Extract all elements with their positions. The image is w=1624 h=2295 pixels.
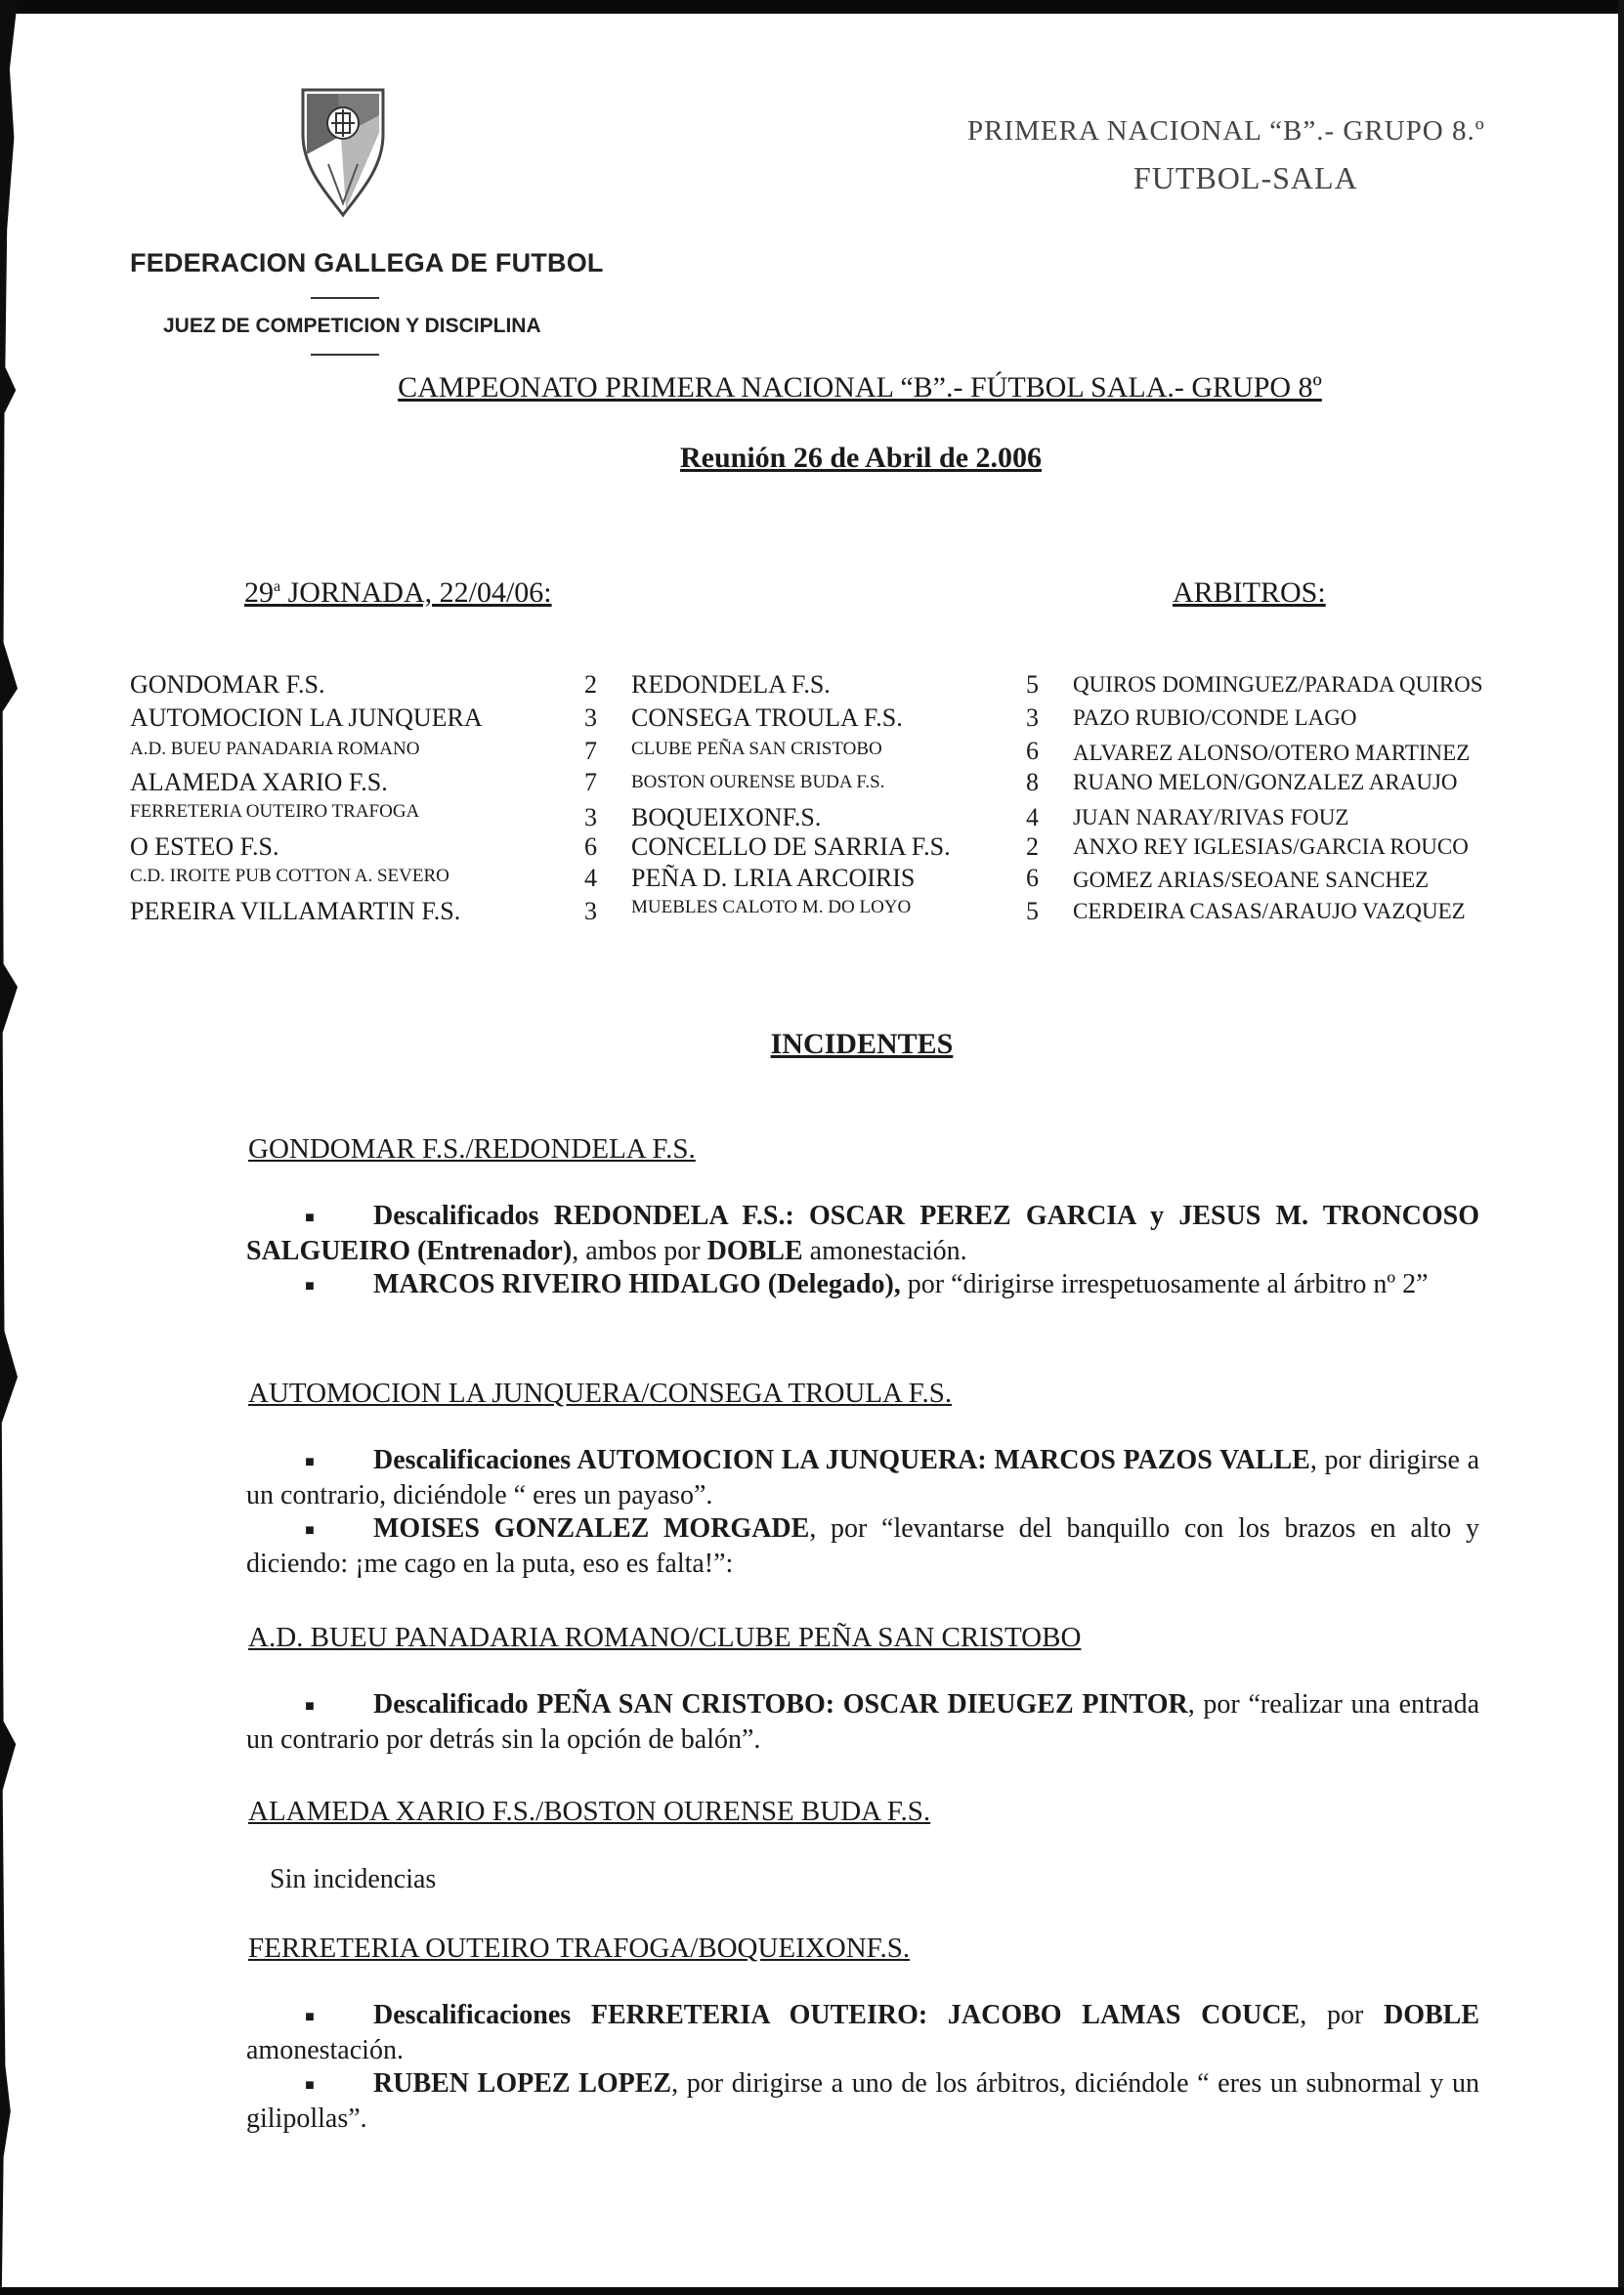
referees: GOMEZ ARIAS/SEOANE SANCHEZ [1073, 868, 1430, 892]
home-team: A.D. BUEU PANADARIA ROMANO [130, 739, 420, 759]
home-team: PEREIRA VILLAMARTIN F.S. [130, 897, 461, 925]
referees: QUIROS DOMINGUEZ/PARADA QUIROS [1073, 672, 1483, 697]
bullet-icon: ■ [305, 1453, 315, 1470]
away-score: 6 [1026, 864, 1039, 892]
referees: ALVAREZ ALONSO/OTERO MARTINEZ [1073, 741, 1471, 765]
match-section-title: ALAMEDA XARIO F.S./BOSTON OURENSE BUDA F.S. [248, 1796, 931, 1827]
home-score: 7 [584, 768, 597, 796]
incident-paragraph: ■ Descalificaciones AUTOMOCION LA JUNQUERA: MARCOS PAZOS VALLE, por dirigirse a un contrario, diciéndole “ eres un payaso”. [246, 1445, 1480, 1510]
sport-header: FUTBOL-SALA [1133, 160, 1358, 195]
incident-paragraph: ■ MARCOS RIVEIRO HIDALGO (Delegado), por “dirigirse irrespetuosamente al árbitro nº 2” [246, 1268, 1479, 1303]
home-score: 3 [584, 803, 597, 831]
away-team: BOSTON OURENSE BUDA F.S. [631, 772, 885, 792]
bullet-icon: ■ [305, 1697, 315, 1715]
away-score: 2 [1026, 832, 1039, 861]
home-score: 4 [584, 864, 597, 892]
incident-paragraph: ■ RUBEN LOPEZ LOPEZ, por dirigirse a uno de los árbitros, diciéndole “ eres un subnormal y un gilipollas”. [246, 2068, 1479, 2134]
referees: CERDEIRA CASAS/ARAUJO VAZQUEZ [1073, 899, 1466, 923]
away-team: PEÑA D. LRIA ARCOIRIS [631, 864, 916, 892]
home-score: 2 [584, 670, 597, 699]
away-score: 5 [1026, 897, 1039, 925]
away-team: CONSEGA TROULA F.S. [631, 703, 903, 732]
referees: RUANO MELON/GONZALEZ ARAUJO [1073, 770, 1458, 794]
home-score: 6 [584, 832, 597, 861]
away-team: REDONDELA F.S. [631, 670, 831, 699]
incident-paragraph: ■ Descalificados REDONDELA F.S.: OSCAR PEREZ GARCIA y JESUS M. TRONCOSO SALGUEIRO (Entrenador), ambos por DOBLE amonestación. [246, 1201, 1479, 1266]
divider [311, 297, 379, 299]
away-score: 4 [1026, 803, 1039, 831]
bullet-icon: ■ [305, 1521, 315, 1539]
home-team: AUTOMOCION LA JUNQUERA [130, 703, 483, 732]
match-section-title: GONDOMAR F.S./REDONDELA F.S. [248, 1133, 696, 1165]
bullet-icon: ■ [305, 1209, 315, 1226]
bullet-icon: ■ [305, 2008, 315, 2025]
away-score: 6 [1026, 737, 1039, 765]
scan-right-edge [1618, 0, 1624, 2295]
home-team: O ESTEO F.S. [130, 832, 279, 861]
home-team: C.D. IROITE PUB COTTON A. SEVERO [130, 866, 449, 886]
home-team: ALAMEDA XARIO F.S. [130, 768, 388, 796]
round-ordinal: a [274, 578, 281, 595]
match-section-title: AUTOMOCION LA JUNQUERA/CONSEGA TROULA F.S. [248, 1378, 953, 1409]
bullet-icon: ■ [305, 2076, 315, 2094]
bullet-icon: ■ [305, 1277, 315, 1295]
department-name: JUEZ DE COMPETICION Y DISCIPLINA [163, 315, 541, 337]
round-heading [244, 576, 552, 610]
competition-header: PRIMERA NACIONAL “B”.- GRUPO 8.º [967, 115, 1485, 147]
home-score: 3 [584, 703, 597, 732]
federation-name: FEDERACION GALLEGA DE FUTBOL [130, 248, 604, 277]
meeting-date: Reunión 26 de Abril de 2.006 [679, 442, 1043, 474]
away-team: CONCELLO DE SARRIA F.S. [631, 832, 951, 861]
home-team: GONDOMAR F.S. [130, 670, 325, 699]
away-team: CLUBE PEÑA SAN CRISTOBO [631, 739, 882, 759]
match-section-title: A.D. BUEU PANADARIA ROMANO/CLUBE PEÑA SAN CRISTOBO [248, 1622, 1082, 1653]
round-number: 29 [244, 576, 274, 609]
incident-paragraph: ■ MOISES GONZALEZ MORGADE, por “levantarse del banquillo con los brazos en alto y diciendo: ¡me cago en la puta, eso es falta!”: [246, 1513, 1479, 1579]
scan-top-border [0, 0, 1624, 14]
match-section-title: FERRETERIA OUTEIRO TRAFOGA/BOQUEIXONF.S. [248, 1933, 911, 1964]
referees: PAZO RUBIO/CONDE LAGO [1073, 705, 1357, 730]
scan-left-edge [0, 0, 18, 2295]
referees: JUAN NARAY/RIVAS FOUZ [1073, 805, 1349, 829]
away-score: 5 [1026, 670, 1039, 699]
divider [311, 354, 379, 356]
incident-paragraph: ■ Descalificaciones FERRETERIA OUTEIRO: JACOBO LAMAS COUCE, por DOBLE amonestación. [246, 2000, 1480, 2065]
no-incidents-text: Sin incidencias [270, 1864, 437, 1894]
referees-heading: ARBITROS: [1173, 576, 1326, 609]
round-date: JORNADA, 22/04/06: [280, 576, 552, 609]
federation-crest-icon [299, 86, 387, 219]
away-score: 3 [1026, 703, 1039, 732]
away-score: 8 [1026, 768, 1039, 796]
scan-bottom-border [0, 2287, 1624, 2295]
incidents-heading: INCIDENTES [770, 1028, 954, 1060]
home-score: 3 [584, 897, 597, 925]
home-team: FERRETERIA OUTEIRO TRAFOGA [130, 801, 420, 822]
away-team: MUEBLES CALOTO M. DO LOYO [631, 897, 912, 917]
away-team: BOQUEIXONF.S. [631, 803, 822, 831]
document-title: CAMPEONATO PRIMERA NACIONAL “B”.- FÚTBOL SALA.- GRUPO 8º [398, 371, 1322, 404]
home-score: 7 [584, 737, 597, 765]
referees: ANXO REY IGLESIAS/GARCIA ROUCO [1073, 834, 1469, 859]
incident-paragraph: ■ Descalificado PEÑA SAN CRISTOBO: OSCAR DIEUGEZ PINTOR, por “realizar una entrada un contrario por detrás sin la opción de balón”. [246, 1689, 1479, 1755]
